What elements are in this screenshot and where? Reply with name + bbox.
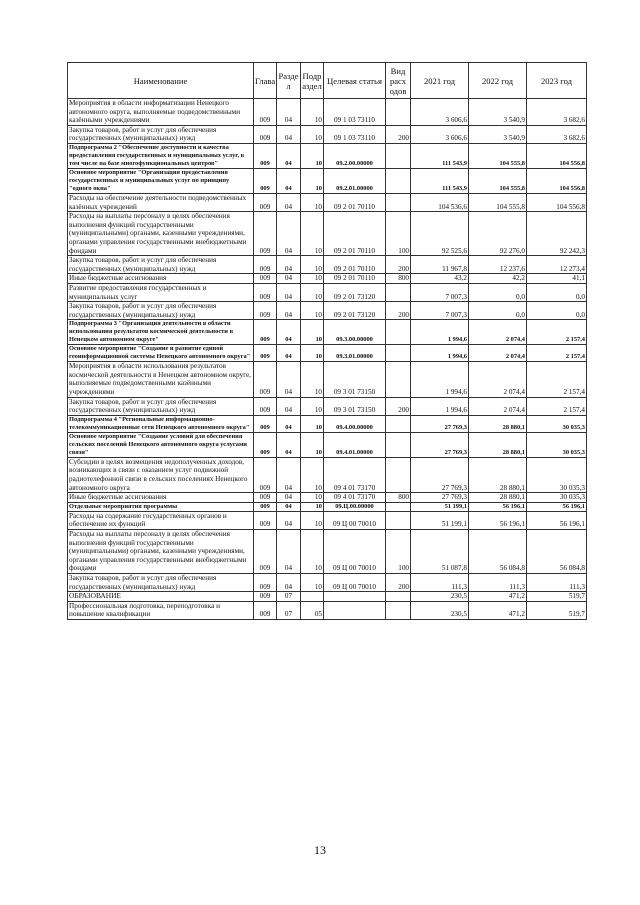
- cell-expense-type: [386, 283, 411, 301]
- cell-expense-type: 100: [386, 530, 411, 574]
- cell-section: 04: [277, 530, 301, 574]
- cell-2022: 3 540,9: [469, 99, 527, 126]
- cell-chapter: 009: [254, 530, 277, 574]
- cell-target: [324, 601, 386, 619]
- cell-expense-type: [386, 511, 411, 529]
- cell-2021: 51 087,8: [411, 530, 469, 574]
- cell-section: 04: [277, 143, 301, 168]
- cell-name: Иные бюджетные ассигнования: [68, 493, 254, 503]
- cell-name: Закупка товаров, работ и услуг для обеспечения государственных (муниципальных) нужд: [68, 573, 254, 591]
- cell-chapter: 009: [254, 457, 277, 492]
- cell-2022: 2 074,4: [469, 397, 527, 415]
- cell-2021: 7 007,3: [411, 283, 469, 301]
- cell-section: 04: [277, 457, 301, 492]
- cell-target: 09.3.01.00000: [324, 345, 386, 362]
- cell-2022: 92 276,0: [469, 212, 527, 256]
- cell-name: Подпрограмма 4 "Региональные информационно-телекоммуникационные сети Ненецкого автономного округа": [68, 415, 254, 432]
- cell-subsection: 10: [301, 345, 324, 362]
- cell-target: 09 2 01 73120: [324, 283, 386, 301]
- cell-chapter: 009: [254, 493, 277, 503]
- cell-expense-type: 200: [386, 256, 411, 274]
- cell-2022: 3 540,9: [469, 125, 527, 143]
- cell-2022: 0,0: [469, 283, 527, 301]
- cell-subsection: 10: [301, 212, 324, 256]
- table-row: [68, 415, 587, 432]
- cell-2021: 27 769,3: [411, 432, 469, 457]
- header-2023: 2023 год: [527, 63, 587, 99]
- cell-section: 04: [277, 302, 301, 320]
- cell-name: Иные бюджетные ассигнования: [68, 274, 254, 284]
- cell-subsection: 10: [301, 256, 324, 274]
- cell-subsection: 10: [301, 573, 324, 591]
- cell-2023: 0,0: [527, 302, 587, 320]
- cell-expense-type: 200: [386, 573, 411, 591]
- cell-name: Закупка товаров, работ и услуг для обеспечения государственных (муниципальных) нужд: [68, 302, 254, 320]
- cell-section: 04: [277, 99, 301, 126]
- cell-section: 04: [277, 274, 301, 284]
- cell-chapter: 009: [254, 592, 277, 602]
- cell-target: 09 3 01 73150: [324, 397, 386, 415]
- cell-subsection: 05: [301, 601, 324, 619]
- cell-chapter: 009: [254, 345, 277, 362]
- cell-2021: 111 543,9: [411, 168, 469, 193]
- cell-2021: 3 606,6: [411, 99, 469, 126]
- cell-2022: 56 084,8: [469, 530, 527, 574]
- cell-target: [324, 592, 386, 602]
- header-target: Целевая статья: [324, 63, 386, 99]
- table-row: [68, 320, 587, 345]
- cell-target: 09 4 01 73170: [324, 493, 386, 503]
- cell-section: 07: [277, 592, 301, 602]
- cell-2023: 519,7: [527, 592, 587, 602]
- cell-chapter: 009: [254, 125, 277, 143]
- table-row: [68, 511, 587, 529]
- cell-name: Расходы на выплаты персоналу в целях обеспечения выполнения функций государственными (муниципальными) органами, казенными учреждениями, органами управления государственными внебюджетными фондами: [68, 530, 254, 574]
- cell-name: Расходы на выплаты персоналу в целях обеспечения выполнения функций государственными (муниципальными) органами, казенными учреждениями, органами управления государственными внебюджетными фондами: [68, 212, 254, 256]
- cell-2023: 519,7: [527, 601, 587, 619]
- table-row: [68, 212, 587, 256]
- cell-2023: 104 556,8: [527, 143, 587, 168]
- cell-chapter: 009: [254, 320, 277, 345]
- cell-2022: 104 555,8: [469, 168, 527, 193]
- cell-chapter: 009: [254, 511, 277, 529]
- cell-section: 04: [277, 493, 301, 503]
- cell-section: 04: [277, 320, 301, 345]
- table-row: [68, 99, 587, 126]
- cell-target: 09.2.01.00000: [324, 168, 386, 193]
- cell-2022: 0,0: [469, 302, 527, 320]
- cell-expense-type: 200: [386, 125, 411, 143]
- cell-2021: 1 994,6: [411, 320, 469, 345]
- cell-section: 04: [277, 125, 301, 143]
- cell-chapter: 009: [254, 601, 277, 619]
- cell-section: 04: [277, 212, 301, 256]
- cell-subsection: 10: [301, 502, 324, 511]
- cell-expense-type: [386, 193, 411, 211]
- cell-subsection: 10: [301, 362, 324, 397]
- table-row: [68, 530, 587, 574]
- cell-chapter: 009: [254, 212, 277, 256]
- table-row: [68, 601, 587, 619]
- cell-2022: 28 880,1: [469, 457, 527, 492]
- table-row: [68, 274, 587, 284]
- cell-2023: 104 556,8: [527, 193, 587, 211]
- cell-expense-type: [386, 592, 411, 602]
- header-subsection: Подр аздел: [301, 63, 324, 99]
- table-row: [68, 573, 587, 591]
- cell-section: 04: [277, 362, 301, 397]
- cell-section: 04: [277, 432, 301, 457]
- cell-2021: 1 994,6: [411, 362, 469, 397]
- cell-subsection: 10: [301, 168, 324, 193]
- cell-2022: 28 880,1: [469, 432, 527, 457]
- cell-expense-type: [386, 502, 411, 511]
- header-chapter: Глава: [254, 63, 277, 99]
- cell-2021: 1 994,6: [411, 397, 469, 415]
- cell-2022: 2 074,4: [469, 345, 527, 362]
- cell-expense-type: [386, 362, 411, 397]
- cell-target: 09 2 01 70110: [324, 212, 386, 256]
- cell-target: 09.2.00.00000: [324, 143, 386, 168]
- table-row: [68, 143, 587, 168]
- cell-2022: 2 074,4: [469, 362, 527, 397]
- cell-name: Основное мероприятие "Организация предоставления государственных и муниципальных услуг по принципу "одного окна": [68, 168, 254, 193]
- table-row: [68, 125, 587, 143]
- cell-chapter: 009: [254, 302, 277, 320]
- cell-chapter: 009: [254, 274, 277, 284]
- cell-target: 09 1 03 73110: [324, 99, 386, 126]
- cell-chapter: 009: [254, 573, 277, 591]
- cell-2022: 12 237,6: [469, 256, 527, 274]
- cell-name: Закупка товаров, работ и услуг для обеспечения государственных (муниципальных) нужд: [68, 397, 254, 415]
- cell-section: 04: [277, 168, 301, 193]
- cell-2021: 43,2: [411, 274, 469, 284]
- header-section: Разде л: [277, 63, 301, 99]
- cell-target: 09.Ц.00.00000: [324, 502, 386, 511]
- cell-section: 04: [277, 502, 301, 511]
- table-row: [68, 256, 587, 274]
- table-header: [68, 63, 587, 99]
- cell-subsection: 10: [301, 274, 324, 284]
- cell-2022: 42,2: [469, 274, 527, 284]
- cell-2023: 2 157,4: [527, 362, 587, 397]
- cell-2021: 27 769,3: [411, 493, 469, 503]
- cell-2021: 230,5: [411, 592, 469, 602]
- cell-expense-type: [386, 345, 411, 362]
- cell-name: Расходы на обеспечение деятельности подведомственных казённых учреждений: [68, 193, 254, 211]
- cell-expense-type: 800: [386, 493, 411, 503]
- cell-2022: 471,2: [469, 601, 527, 619]
- cell-name: Закупка товаров, работ и услуг для обеспечения государственных (муниципальных) нужд: [68, 125, 254, 143]
- table-row: [68, 193, 587, 211]
- cell-expense-type: [386, 320, 411, 345]
- cell-chapter: 009: [254, 502, 277, 511]
- cell-subsection: [301, 592, 324, 602]
- cell-chapter: 009: [254, 432, 277, 457]
- cell-target: 09 2 01 70110: [324, 193, 386, 211]
- cell-2021: 11 967,8: [411, 256, 469, 274]
- cell-name: Подпрограмма 3 "Организация деятельности в области использования результатов космической деятельности в Ненецком автономном округе": [68, 320, 254, 345]
- cell-target: 09 Ц 00 70010: [324, 511, 386, 529]
- cell-target: 09.3.00.00000: [324, 320, 386, 345]
- cell-target: 09 2 01 73120: [324, 302, 386, 320]
- cell-2023: 2 157,4: [527, 345, 587, 362]
- cell-2023: 111,3: [527, 573, 587, 591]
- cell-2023: 41,1: [527, 274, 587, 284]
- cell-chapter: 009: [254, 415, 277, 432]
- cell-2021: 92 525,6: [411, 212, 469, 256]
- cell-2023: 12 273,4: [527, 256, 587, 274]
- cell-expense-type: 200: [386, 302, 411, 320]
- cell-2021: 1 994,6: [411, 345, 469, 362]
- cell-chapter: 009: [254, 283, 277, 301]
- cell-section: 04: [277, 193, 301, 211]
- cell-target: 09 3 01 73150: [324, 362, 386, 397]
- cell-name: Расходы на содержание государственных органов и обеспечение их функций: [68, 511, 254, 529]
- cell-subsection: 10: [301, 99, 324, 126]
- cell-2023: 56 196,1: [527, 511, 587, 529]
- cell-chapter: 009: [254, 99, 277, 126]
- cell-target: 09 2 01 70110: [324, 274, 386, 284]
- cell-name: Профессиональная подготовка, переподготовка и повышение квалификации: [68, 601, 254, 619]
- cell-expense-type: [386, 168, 411, 193]
- cell-2022: 471,2: [469, 592, 527, 602]
- cell-name: Закупка товаров, работ и услуг для обеспечения государственных (муниципальных) нужд: [68, 256, 254, 274]
- budget-table: [67, 62, 587, 620]
- cell-2023: 2 157,4: [527, 397, 587, 415]
- cell-2021: 27 769,3: [411, 457, 469, 492]
- header-2022: 2022 год: [469, 63, 527, 99]
- cell-2021: 230,5: [411, 601, 469, 619]
- cell-2021: 51 199,1: [411, 502, 469, 511]
- cell-chapter: 009: [254, 397, 277, 415]
- cell-subsection: 10: [301, 320, 324, 345]
- cell-section: 04: [277, 397, 301, 415]
- cell-subsection: 10: [301, 415, 324, 432]
- cell-subsection: 10: [301, 125, 324, 143]
- cell-2023: 92 242,3: [527, 212, 587, 256]
- header-2021: 2021 год: [411, 63, 469, 99]
- cell-subsection: 10: [301, 493, 324, 503]
- cell-section: 04: [277, 345, 301, 362]
- cell-2021: 27 769,3: [411, 415, 469, 432]
- table-row: [68, 457, 587, 492]
- cell-2023: 30 035,3: [527, 493, 587, 503]
- table-row: [68, 362, 587, 397]
- cell-2022: 104 555,8: [469, 193, 527, 211]
- header-expense-type: Вид расх одов: [386, 63, 411, 99]
- cell-expense-type: [386, 99, 411, 126]
- table-row: [68, 345, 587, 362]
- cell-subsection: 10: [301, 432, 324, 457]
- cell-target: 09 2 01 70110: [324, 256, 386, 274]
- cell-2023: 104 556,8: [527, 168, 587, 193]
- cell-expense-type: [386, 415, 411, 432]
- cell-section: 07: [277, 601, 301, 619]
- cell-section: 04: [277, 415, 301, 432]
- cell-2022: 28 880,1: [469, 415, 527, 432]
- cell-2022: 111,3: [469, 573, 527, 591]
- cell-chapter: 009: [254, 143, 277, 168]
- table-row: [68, 302, 587, 320]
- cell-2022: 28 880,1: [469, 493, 527, 503]
- cell-chapter: 009: [254, 256, 277, 274]
- cell-name: Развитие предоставления государственных и муниципальных услуг: [68, 283, 254, 301]
- cell-section: 04: [277, 511, 301, 529]
- cell-subsection: 10: [301, 283, 324, 301]
- cell-2023: 30 035,3: [527, 457, 587, 492]
- cell-expense-type: [386, 432, 411, 457]
- cell-name: Мероприятия в области использования результатов космической деятельности в Ненецком автономном округе, выполняемые подведомственными казёнными учреждениями: [68, 362, 254, 397]
- table-row: [68, 502, 587, 511]
- cell-target: 09.4.01.00000: [324, 432, 386, 457]
- cell-subsection: 10: [301, 457, 324, 492]
- cell-target: 09 Ц 00 70010: [324, 573, 386, 591]
- table-row: [68, 493, 587, 503]
- cell-target: 09.4.00.00000: [324, 415, 386, 432]
- header-row: [68, 63, 587, 99]
- cell-2023: 56 084,8: [527, 530, 587, 574]
- cell-2021: 111 543,9: [411, 143, 469, 168]
- cell-2021: 7 007,3: [411, 302, 469, 320]
- cell-expense-type: 200: [386, 397, 411, 415]
- cell-section: 04: [277, 283, 301, 301]
- cell-name: Подпрограмма 2 "Обеспечение доступности и качества предоставления государственных и муниципальных услуг, в том числе на базе многофункциональных центров": [68, 143, 254, 168]
- cell-subsection: 10: [301, 143, 324, 168]
- page-number: 13: [314, 843, 326, 857]
- cell-2023: 3 682,6: [527, 99, 587, 126]
- cell-name: Основное мероприятие "Создание условий для обеспечения сельских поселений Ненецкого автономного округа услугами связи": [68, 432, 254, 457]
- cell-2021: 111,3: [411, 573, 469, 591]
- cell-subsection: 10: [301, 397, 324, 415]
- table-row: [68, 283, 587, 301]
- cell-expense-type: [386, 601, 411, 619]
- cell-expense-type: [386, 143, 411, 168]
- cell-chapter: 009: [254, 362, 277, 397]
- cell-target: 09 1 03 73110: [324, 125, 386, 143]
- cell-subsection: 10: [301, 302, 324, 320]
- cell-subsection: 10: [301, 193, 324, 211]
- table-row: [68, 397, 587, 415]
- cell-chapter: 009: [254, 193, 277, 211]
- cell-name: Отдельные мероприятия программы: [68, 502, 254, 511]
- cell-2023: 56 196,1: [527, 502, 587, 511]
- cell-subsection: 10: [301, 511, 324, 529]
- cell-2021: 104 536,6: [411, 193, 469, 211]
- cell-2022: 56 196,1: [469, 502, 527, 511]
- cell-expense-type: 800: [386, 274, 411, 284]
- table-row: [68, 168, 587, 193]
- cell-2021: 51 199,1: [411, 511, 469, 529]
- table-body: [68, 99, 587, 620]
- cell-expense-type: 100: [386, 212, 411, 256]
- cell-2023: 30 035,3: [527, 432, 587, 457]
- cell-2022: 56 196,1: [469, 511, 527, 529]
- cell-name: Мероприятия в области информатизации Ненецкого автономного округа, выполняемые подведомственными казёнными учреждениями: [68, 99, 254, 126]
- cell-2023: 30 035,3: [527, 415, 587, 432]
- header-name: Наименование: [68, 63, 254, 99]
- cell-2023: 0,0: [527, 283, 587, 301]
- cell-subsection: 10: [301, 530, 324, 574]
- cell-2022: 104 555,8: [469, 143, 527, 168]
- cell-expense-type: [386, 457, 411, 492]
- cell-2021: 3 606,6: [411, 125, 469, 143]
- cell-2023: 2 157,4: [527, 320, 587, 345]
- cell-name: Основное мероприятие "Создание и развитие единой геоинформационной системы Ненецкого автономного округа": [68, 345, 254, 362]
- table-row: [68, 592, 587, 602]
- cell-2023: 3 682,6: [527, 125, 587, 143]
- cell-target: 09 Ц 00 70010: [324, 530, 386, 574]
- cell-name: Субсидии в целях возмещения недополученных доходов, возникающих в связи с оказанием услуг подвижной радиотелефонной связи в сельских поселениях Ненецкого автономного округа: [68, 457, 254, 492]
- cell-section: 04: [277, 256, 301, 274]
- cell-chapter: 009: [254, 168, 277, 193]
- table-row: [68, 432, 587, 457]
- cell-section: 04: [277, 573, 301, 591]
- cell-target: 09 4 01 73170: [324, 457, 386, 492]
- cell-2022: 2 074,4: [469, 320, 527, 345]
- cell-name: ОБРАЗОВАНИЕ: [68, 592, 254, 602]
